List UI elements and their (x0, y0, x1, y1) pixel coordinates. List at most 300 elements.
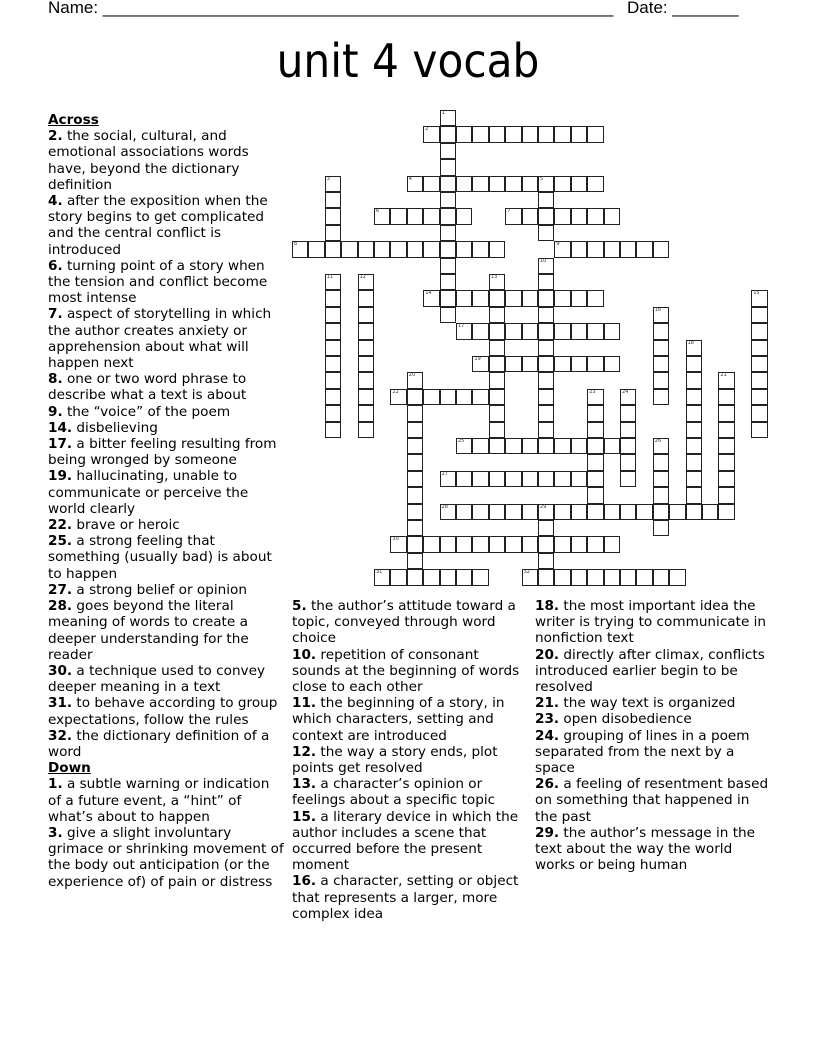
crossword-cell[interactable] (325, 356, 341, 372)
crossword-cell[interactable] (358, 241, 374, 257)
crossword-cell[interactable] (538, 274, 554, 290)
cell-number: 26 (654, 438, 662, 444)
crossword-cell[interactable] (538, 372, 554, 388)
crossword-cell[interactable] (390, 241, 406, 257)
crossword-cell[interactable] (620, 405, 636, 421)
crossword-cell[interactable] (604, 208, 620, 224)
crossword-cell[interactable] (751, 323, 767, 339)
crossword-cell[interactable] (489, 323, 505, 339)
crossword-cell[interactable] (718, 438, 734, 454)
crossword-cell[interactable] (686, 471, 702, 487)
cell-number: 12 (359, 274, 366, 280)
crossword-cell[interactable] (653, 454, 669, 470)
crossword-cell[interactable] (538, 471, 554, 487)
crossword-cell[interactable] (718, 454, 734, 470)
clue-number: 29. (535, 824, 560, 841)
crossword-cell[interactable] (292, 241, 308, 257)
crossword-cell[interactable] (440, 225, 456, 241)
crossword-cell[interactable] (554, 504, 570, 520)
crossword-cell[interactable] (440, 110, 456, 126)
crossword-cell[interactable] (751, 405, 767, 421)
crossword-cell[interactable] (440, 126, 456, 142)
crossword-cell[interactable] (489, 126, 505, 142)
crossword-cell[interactable] (538, 438, 554, 454)
crossword-cell[interactable] (440, 569, 456, 585)
crossword-cell[interactable] (636, 569, 652, 585)
crossword-cell[interactable] (489, 471, 505, 487)
crossword-cell[interactable] (571, 241, 587, 257)
crossword-cell[interactable] (374, 569, 390, 585)
crossword-cell[interactable] (538, 307, 554, 323)
crossword-cell[interactable] (407, 422, 423, 438)
crossword-cell[interactable] (522, 290, 538, 306)
crossword-cell[interactable] (407, 389, 423, 405)
crossword-cell[interactable] (440, 143, 456, 159)
crossword-cell[interactable] (407, 504, 423, 520)
crossword-cell[interactable] (669, 569, 685, 585)
crossword-cell[interactable] (538, 208, 554, 224)
crossword-cell[interactable] (505, 536, 521, 552)
cell-number: 20 (408, 372, 416, 379)
crossword-cell[interactable] (505, 438, 521, 454)
crossword-cell[interactable] (571, 438, 587, 454)
crossword-cell[interactable] (587, 471, 603, 487)
crossword-cell[interactable] (538, 569, 554, 585)
crossword-cell[interactable] (587, 290, 603, 306)
crossword-cell[interactable] (538, 405, 554, 421)
crossword-cell[interactable] (653, 241, 669, 257)
crossword-cell[interactable] (686, 454, 702, 470)
crossword-cell[interactable] (308, 241, 324, 257)
crossword-cell[interactable] (554, 126, 570, 142)
crossword-cell[interactable] (358, 323, 374, 339)
crossword-cell[interactable] (358, 290, 374, 306)
clue-text: disbelieving (72, 419, 158, 436)
crossword-cell[interactable] (718, 389, 734, 405)
crossword-cell[interactable] (407, 405, 423, 421)
crossword-cell[interactable] (472, 389, 488, 405)
crossword-cell[interactable] (456, 438, 472, 454)
crossword-cell[interactable] (587, 504, 603, 520)
crossword-cell[interactable] (538, 520, 554, 536)
crossword-cell[interactable] (456, 389, 472, 405)
crossword-cell[interactable] (440, 241, 456, 257)
crossword-cell[interactable] (456, 504, 472, 520)
crossword-cell[interactable] (407, 176, 423, 192)
crossword-cell[interactable] (472, 126, 488, 142)
crossword-cell[interactable] (407, 208, 423, 224)
clue-number: 7. (48, 306, 63, 323)
crossword-cell[interactable] (325, 192, 341, 208)
crossword-cell[interactable] (440, 389, 456, 405)
crossword-cell[interactable] (325, 225, 341, 241)
crossword-cell[interactable] (604, 356, 620, 372)
crossword-cell[interactable] (472, 536, 488, 552)
crossword-cell[interactable] (538, 126, 554, 142)
crossword-cell[interactable] (456, 176, 472, 192)
crossword-cell[interactable] (423, 176, 439, 192)
clue-item (292, 809, 528, 874)
crossword-cell[interactable] (604, 438, 620, 454)
crossword-cell[interactable] (325, 372, 341, 388)
crossword-cell[interactable] (390, 569, 406, 585)
crossword-cell[interactable] (538, 258, 554, 274)
crossword-cell[interactable] (489, 290, 505, 306)
crossword-cell[interactable] (456, 323, 472, 339)
crossword-cell[interactable] (522, 438, 538, 454)
clue-text: a technique used to convey deeper meaning in a text (48, 662, 266, 696)
crossword-cell[interactable] (423, 569, 439, 585)
crossword-cell[interactable] (472, 290, 488, 306)
crossword-cell[interactable] (489, 356, 505, 372)
crossword-cell[interactable] (653, 389, 669, 405)
crossword-cell[interactable] (686, 356, 702, 372)
crossword-cell[interactable] (489, 405, 505, 421)
crossword-cell[interactable] (620, 438, 636, 454)
crossword-cell[interactable] (489, 274, 505, 290)
crossword-cell[interactable] (472, 438, 488, 454)
clue-number: 23. (535, 711, 560, 728)
crossword-cell[interactable] (751, 372, 767, 388)
crossword-cell[interactable] (653, 504, 669, 520)
crossword-cell[interactable] (374, 208, 390, 224)
crossword-cell[interactable] (505, 208, 521, 224)
crossword-cell[interactable] (686, 340, 702, 356)
crossword-cell[interactable] (358, 422, 374, 438)
crossword-cell[interactable] (587, 405, 603, 421)
crossword-cell[interactable] (587, 356, 603, 372)
crossword-cell[interactable] (653, 569, 669, 585)
crossword-cell[interactable] (554, 536, 570, 552)
crossword-cell[interactable] (472, 356, 488, 372)
crossword-cell[interactable] (423, 536, 439, 552)
crossword-cell[interactable] (407, 520, 423, 536)
crossword-cell[interactable] (407, 536, 423, 552)
clue-number: 1. (48, 776, 63, 793)
crossword-cell[interactable] (325, 389, 341, 405)
crossword-cell[interactable] (440, 307, 456, 323)
crossword-cell[interactable] (390, 389, 406, 405)
crossword-cell[interactable] (358, 356, 374, 372)
crossword-cell[interactable] (423, 241, 439, 257)
crossword-cell[interactable] (653, 372, 669, 388)
crossword-cell[interactable] (407, 471, 423, 487)
crossword-cell[interactable] (472, 323, 488, 339)
crossword-cell[interactable] (538, 225, 554, 241)
crossword-cell[interactable] (653, 307, 669, 323)
crossword-cell[interactable] (571, 536, 587, 552)
crossword-cell[interactable] (653, 356, 669, 372)
crossword-cell[interactable] (554, 569, 570, 585)
crossword-cell[interactable] (587, 323, 603, 339)
crossword-cell[interactable] (522, 176, 538, 192)
crossword-cell[interactable] (620, 471, 636, 487)
crossword-cell[interactable] (620, 241, 636, 257)
crossword-cell[interactable] (489, 176, 505, 192)
crossword-cell[interactable] (456, 290, 472, 306)
cell-number: 16 (654, 306, 662, 313)
crossword-cell[interactable] (505, 504, 521, 520)
crossword-cell[interactable] (554, 290, 570, 306)
clue-item (48, 533, 286, 582)
crossword-cell[interactable] (686, 405, 702, 421)
crossword-cell[interactable] (686, 372, 702, 388)
crossword-cell[interactable] (587, 569, 603, 585)
crossword-cell[interactable] (358, 389, 374, 405)
clue-item (535, 825, 771, 874)
crossword-cell[interactable] (472, 569, 488, 585)
crossword-cell[interactable] (751, 422, 767, 438)
clue-text: the social, cultural, and emotional associations words have, beyond the dictionary definition (48, 128, 249, 193)
crossword-cell[interactable] (554, 356, 570, 372)
crossword-cell[interactable] (571, 356, 587, 372)
crossword-cell[interactable] (505, 471, 521, 487)
crossword-cell[interactable] (538, 323, 554, 339)
crossword-cell[interactable] (325, 208, 341, 224)
crossword-cell[interactable] (325, 422, 341, 438)
date-field-label: Date: _______ (627, 0, 739, 17)
crossword-cell[interactable] (538, 340, 554, 356)
crossword-cell[interactable] (390, 536, 406, 552)
clue-item (48, 598, 286, 663)
crossword-cell[interactable] (571, 569, 587, 585)
crossword-cell[interactable] (325, 307, 341, 323)
crossword-cell[interactable] (456, 126, 472, 142)
crossword-cell[interactable] (620, 422, 636, 438)
crossword-cell[interactable] (440, 536, 456, 552)
crossword-cell[interactable] (423, 389, 439, 405)
crossword-cell[interactable] (489, 372, 505, 388)
crossword-cell[interactable] (440, 176, 456, 192)
crossword-cell[interactable] (440, 258, 456, 274)
crossword-cell[interactable] (538, 290, 554, 306)
crossword-cell[interactable] (554, 241, 570, 257)
crossword-cell[interactable] (423, 290, 439, 306)
crossword-cell[interactable] (358, 405, 374, 421)
crossword-cell[interactable] (653, 438, 669, 454)
crossword-cell[interactable] (505, 323, 521, 339)
crossword-cell[interactable] (571, 504, 587, 520)
crossword-cell[interactable] (522, 323, 538, 339)
crossword-cell[interactable] (653, 340, 669, 356)
crossword-cell[interactable] (653, 520, 669, 536)
crossword-cell[interactable] (604, 241, 620, 257)
crossword-cell[interactable] (636, 504, 652, 520)
cell-number: 1 (441, 110, 445, 116)
crossword-cell[interactable] (554, 208, 570, 224)
crossword-cell[interactable] (472, 241, 488, 257)
crossword-cell[interactable] (538, 553, 554, 569)
clue-number: 8. (48, 371, 63, 388)
crossword-cell[interactable] (440, 274, 456, 290)
crossword-cell[interactable] (604, 323, 620, 339)
crossword-cell[interactable] (505, 356, 521, 372)
crossword-cell[interactable] (751, 389, 767, 405)
crossword-cell[interactable] (587, 422, 603, 438)
crossword-cell[interactable] (620, 504, 636, 520)
crossword-cell[interactable] (489, 438, 505, 454)
crossword-cell[interactable] (702, 504, 718, 520)
clue-text: the most important idea the writer is trying to communicate in nonfiction text (535, 598, 767, 647)
crossword-cell[interactable] (604, 504, 620, 520)
crossword-cell[interactable] (456, 569, 472, 585)
crossword-cell[interactable] (505, 126, 521, 142)
crossword-cell[interactable] (554, 471, 570, 487)
crossword-cell[interactable] (407, 569, 423, 585)
crossword-cell[interactable] (538, 192, 554, 208)
crossword-cell[interactable] (522, 504, 538, 520)
crossword-cell[interactable] (571, 126, 587, 142)
crossword-cell[interactable] (686, 487, 702, 503)
crossword-cell[interactable] (718, 487, 734, 503)
crossword-cell[interactable] (587, 389, 603, 405)
crossword-cell[interactable] (571, 290, 587, 306)
crossword-cell[interactable] (440, 471, 456, 487)
crossword-cell[interactable] (456, 536, 472, 552)
crossword-cell[interactable] (604, 536, 620, 552)
crossword-cell[interactable] (522, 126, 538, 142)
crossword-cell[interactable] (456, 208, 472, 224)
crossword-cell[interactable] (587, 208, 603, 224)
crossword-cell[interactable] (489, 307, 505, 323)
crossword-cell[interactable] (489, 536, 505, 552)
clue-number: 27. (48, 581, 73, 598)
crossword-cell[interactable] (571, 208, 587, 224)
crossword-cell[interactable] (751, 307, 767, 323)
crossword-cell[interactable] (587, 487, 603, 503)
crossword-cell[interactable] (325, 405, 341, 421)
crossword-cell[interactable] (505, 176, 521, 192)
crossword-cell[interactable] (325, 340, 341, 356)
clue-text: a strong belief or opinion (72, 581, 247, 598)
crossword-cell[interactable] (587, 126, 603, 142)
crossword-cell[interactable] (751, 356, 767, 372)
crossword-cell[interactable] (358, 307, 374, 323)
crossword-cell[interactable] (686, 438, 702, 454)
crossword-cell[interactable] (604, 569, 620, 585)
clue-item (48, 193, 286, 258)
crossword-cell[interactable] (505, 290, 521, 306)
crossword-cell[interactable] (489, 241, 505, 257)
crossword-cell[interactable] (653, 471, 669, 487)
crossword-cell[interactable] (554, 438, 570, 454)
crossword-cell[interactable] (538, 504, 554, 520)
crossword-cell[interactable] (440, 504, 456, 520)
crossword-cell[interactable] (325, 290, 341, 306)
clue-text: a strong feeling that something (usually bad) is about to happen (48, 533, 272, 582)
crossword-cell[interactable] (587, 536, 603, 552)
crossword-cell[interactable] (358, 340, 374, 356)
crossword-cell[interactable] (587, 176, 603, 192)
crossword-cell[interactable] (456, 471, 472, 487)
crossword-cell[interactable] (571, 323, 587, 339)
crossword-cell[interactable] (538, 536, 554, 552)
crossword-cell[interactable] (538, 422, 554, 438)
clue-text: give a slight involuntary grimace or shrinking movement of the body out anticipation (or the experience of) of pain or distress (48, 824, 284, 890)
crossword-cell[interactable] (390, 208, 406, 224)
crossword-cell[interactable] (718, 372, 734, 388)
crossword-cell[interactable] (522, 536, 538, 552)
crossword-cell[interactable] (669, 504, 685, 520)
crossword-cell[interactable] (440, 159, 456, 175)
crossword-cell[interactable] (718, 471, 734, 487)
crossword-cell[interactable] (407, 438, 423, 454)
crossword-cell[interactable] (571, 176, 587, 192)
crossword-cell[interactable] (538, 176, 554, 192)
crossword-cell[interactable] (522, 569, 538, 585)
crossword-cell[interactable] (522, 471, 538, 487)
crossword-cell[interactable] (718, 504, 734, 520)
crossword-cell[interactable] (554, 323, 570, 339)
clues-column-3 (535, 598, 771, 873)
crossword-cell[interactable] (374, 241, 390, 257)
crossword-cell[interactable] (325, 323, 341, 339)
crossword-cell[interactable] (472, 504, 488, 520)
crossword-cell[interactable] (587, 438, 603, 454)
crossword-cell[interactable] (341, 241, 357, 257)
crossword-cell[interactable] (423, 208, 439, 224)
crossword-cell[interactable] (538, 356, 554, 372)
crossword-cell[interactable] (407, 454, 423, 470)
crossword-cell[interactable] (325, 176, 341, 192)
crossword-cell[interactable] (653, 323, 669, 339)
crossword-cell[interactable] (423, 126, 439, 142)
crossword-cell[interactable] (620, 389, 636, 405)
crossword-cell[interactable] (571, 471, 587, 487)
crossword-cell[interactable] (407, 553, 423, 569)
clue-item (48, 404, 286, 420)
crossword-cell[interactable] (407, 487, 423, 503)
crossword-cell[interactable] (407, 372, 423, 388)
crossword-cell[interactable] (686, 422, 702, 438)
crossword-cell[interactable] (554, 176, 570, 192)
crossword-cell[interactable] (325, 241, 341, 257)
crossword-cell[interactable] (620, 569, 636, 585)
crossword-cell[interactable] (440, 208, 456, 224)
crossword-cell[interactable] (489, 340, 505, 356)
crossword-cell[interactable] (718, 405, 734, 421)
crossword-cell[interactable] (686, 504, 702, 520)
crossword-cell[interactable] (686, 389, 702, 405)
clue-number: 13. (292, 776, 317, 793)
crossword-cell[interactable] (472, 176, 488, 192)
crossword-cell[interactable] (522, 208, 538, 224)
crossword-cell[interactable] (407, 241, 423, 257)
crossword-cell[interactable] (440, 192, 456, 208)
crossword-cell[interactable] (440, 290, 456, 306)
cell-number: 4 (408, 175, 412, 182)
crossword-cell[interactable] (587, 454, 603, 470)
clue-text: a subtle warning or indication of a future event, a “hint” of what’s about to happen (48, 776, 270, 825)
crossword-cell[interactable] (472, 471, 488, 487)
crossword-cell[interactable] (751, 340, 767, 356)
crossword-cell[interactable] (489, 389, 505, 405)
crossword-cell[interactable] (489, 422, 505, 438)
crossword-cell[interactable] (538, 389, 554, 405)
crossword-cell[interactable] (456, 241, 472, 257)
crossword-cell[interactable] (587, 241, 603, 257)
crossword-cell[interactable] (522, 356, 538, 372)
crossword-cell[interactable] (751, 290, 767, 306)
crossword-cell[interactable] (636, 241, 652, 257)
crossword-cell[interactable] (358, 372, 374, 388)
crossword-cell[interactable] (358, 274, 374, 290)
crossword-cell[interactable] (653, 487, 669, 503)
crossword-cell[interactable] (620, 454, 636, 470)
crossword-cell[interactable] (325, 274, 341, 290)
crossword-cell[interactable] (489, 504, 505, 520)
crossword-cell[interactable] (718, 422, 734, 438)
